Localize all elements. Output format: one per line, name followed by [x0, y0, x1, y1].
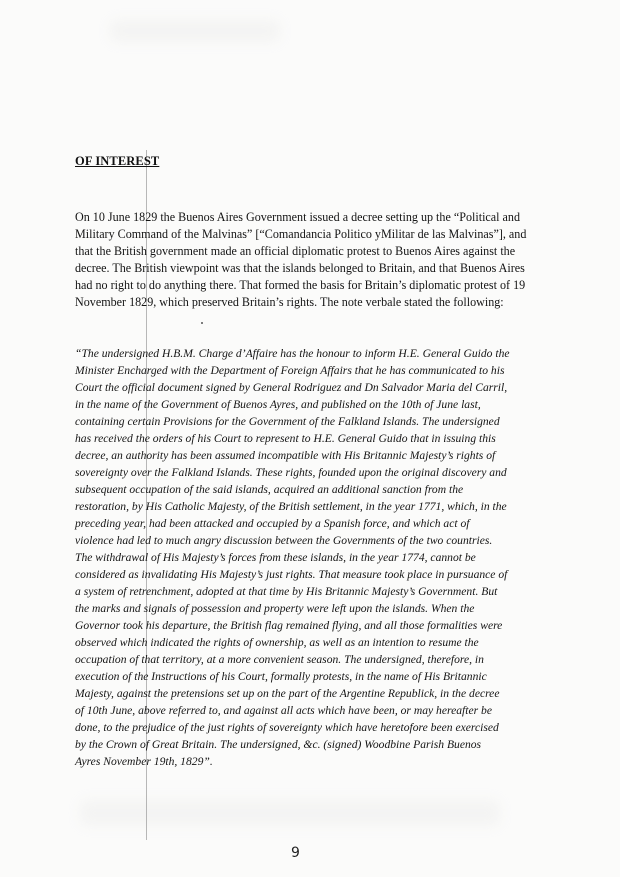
quote-line: “The undersigned H.B.M. Charge d’Affaire has the honour to inform H.E. General Guido the — [75, 347, 510, 360]
quote-line: decree, an authority has been assumed incompatible with His Britannic Majesty’s rights of — [75, 449, 496, 462]
quote-line: a system of retrenchment, adopted at that time by His Britannic Majesty’s Government. But — [75, 585, 498, 598]
paragraph-line: On 10 June 1829 the Buenos Aires Government issued a decree setting up the “Political and — [75, 210, 521, 224]
quote-line: Governor took his departure, the British flag remained flying, and all those formalities were — [75, 619, 503, 632]
quote-line: Ayres November 19th, 1829”. — [75, 755, 213, 768]
quote-line: containing certain Provisions for the Government of the Falkland Islands. The undersigned — [75, 415, 500, 428]
section-heading: OF INTEREST — [75, 154, 160, 168]
quote-line: in the name of the Government of Buenos Ayres, and published on the 10th of June last, — [75, 398, 481, 411]
bleed-through-bottom — [80, 800, 500, 826]
paragraph-line: November 1829, which preserved Britain’s rights. The note verbale stated the following: — [75, 295, 504, 309]
quote-line: subsequent occupation of the said islands, acquired an additional sanction from the — [75, 483, 464, 496]
quote-line: Minister Encharged with the Department of Foreign Affairs that he has communicated to his — [75, 364, 505, 377]
bleed-through-top — [110, 20, 280, 42]
quote-line: violence had led to much angry discussion between the Governments of the two countries. — [75, 534, 493, 547]
quote-line: sovereignty over the Falkland Islands. These rights, founded upon the original discovery and — [75, 466, 507, 479]
paragraph-line: Military Command of the Malvinas” [“Comandancia Politico yMilitar de las Malvinas”], and — [75, 227, 527, 241]
quote-line: observed which indicated the rights of ownership, as well as an intention to resume the — [75, 636, 479, 649]
quote-line: restoration, by His Catholic Majesty, of the British settlement, in the year 1771, which, in the — [75, 500, 507, 513]
quote-line: preceding year, had been attacked and occupied by a Spanish force, and which act of — [75, 517, 470, 530]
paragraph-line: decree. The British viewpoint was that the islands belonged to Britain, and that Buenos Aires — [75, 261, 525, 275]
quote-line: The withdrawal of His Majesty’s forces from these islands, in the year 1774, cannot be — [75, 551, 476, 564]
quote-line: by the Crown of Great Britain. The undersigned, &c. (signed) Woodbine Parish Buenos — [75, 738, 482, 751]
paragraph-line: that the British government made an official diplomatic protest to Buenos Aires against the — [75, 244, 516, 258]
paragraph-line: had no right to do anything there. That formed the basis for Britain’s diplomatic protest of 19 — [75, 278, 526, 292]
scan-speck — [201, 322, 203, 324]
quote-line: has received the orders of his Court to represent to H.E. General Guido that in issuing this — [75, 432, 496, 445]
quote-line: of 10th June, above referred to, and against all acts which have been, or may hereafter be — [75, 704, 492, 717]
quote-line: considered as invalidating His Majesty’s just rights. That measure took place in pursuance of — [75, 568, 508, 581]
quote-line: Court the official document signed by General Rodriguez and Dn Salvador Maria del Carril, — [75, 381, 508, 394]
quote-line: occupation of that territory, at a more convenient season. The undersigned, therefore, in — [75, 653, 484, 666]
quote-line: the marks and signals of possession and property were left upon the islands. When the — [75, 602, 475, 615]
page-number: 9 — [291, 845, 300, 861]
quote-line: execution of the Instructions of his Court, formally protests, in the name of His Britannic — [75, 670, 487, 683]
quote-line: Majesty, against the pretensions set up on the part of the Argentine Republick, in the decree — [75, 687, 500, 700]
quote-line: done, to the prejudice of the just rights of sovereignty which have heretofore been exercised — [75, 721, 499, 734]
